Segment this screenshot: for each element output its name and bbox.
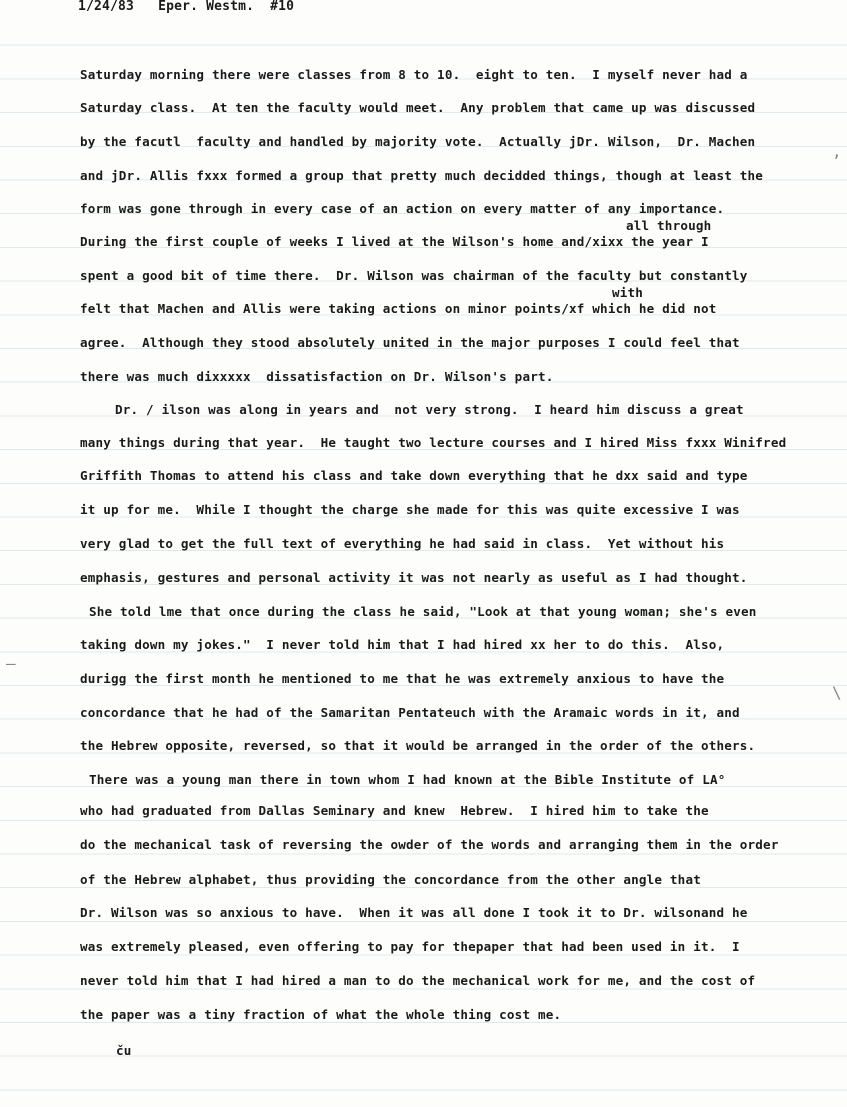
text-line: emphasis, gestures and personal activity it was not nearly as useful as I had thought. <box>80 570 748 585</box>
text-line: durigg the first month he mentioned to me that he was extremely anxious to have the <box>80 671 725 686</box>
text-line: do the mechanical task of reversing the owder of the words and arranging them in the order <box>80 837 779 852</box>
text-line: the Hebrew opposite, reversed, so that it would be arranged in the order of the others. <box>80 738 756 753</box>
margin-mark: ‒ <box>6 654 16 673</box>
text-line: form was gone through in every case of an action on every matter of any importance. <box>80 201 725 216</box>
text-line: many things during that year. He taught two lecture courses and I hired Miss fxxx Winifred <box>80 435 787 450</box>
text-line: Saturday class. At ten the faculty would meet. Any problem that came up was discussed <box>80 100 756 115</box>
text-line: the paper was a tiny fraction of what the whole thing cost me. <box>80 1007 562 1022</box>
text-line: concordance that he had of the Samaritan Pentateuch with the Aramaic words in it, and <box>80 705 740 720</box>
text-line: there was much dixxxxx dissatisfaction on Dr. Wilson's part. <box>80 369 554 384</box>
footer-mark: ču <box>116 1043 132 1058</box>
handwritten-insertion: all through <box>626 218 712 233</box>
page-header: 1/24/83 Eper. Westm. #10 <box>78 0 295 14</box>
text-line: never told him that I had hired a man to do the mechanical work for me, and the cost of <box>80 973 756 988</box>
text-line: who had graduated from Dallas Seminary and knew Hebrew. I hired him to take the <box>80 803 709 818</box>
text-line: Griffith Thomas to attend his class and take down everything that he dxx said and type <box>80 468 748 483</box>
margin-mark: , <box>832 142 842 161</box>
text-line: was extremely pleased, even offering to pay for thepaper that had been used in it. I <box>80 939 740 954</box>
handwritten-insertion: with <box>612 285 644 300</box>
text-line: felt that Machen and Allis were taking actions on minor points/xf which he did not <box>80 301 717 316</box>
text-line: and jDr. Allis fxxx formed a group that pretty much decidded things, though at least the <box>80 168 764 183</box>
text-line: She told lme that once during the class he said, "Look at that young woman; she's even <box>89 604 757 619</box>
text-line: taking down my jokes." I never told him that I had hired xx her to do this. Also, <box>80 637 725 652</box>
text-line: spent a good bit of time there. Dr. Wilson was chairman of the faculty but constantly <box>80 268 748 283</box>
text-line: Saturday morning there were classes from 8 to 10. eight to ten. I myself never had a <box>80 67 748 82</box>
text-line: it up for me. While I thought the charge she made for this was quite excessive I was <box>80 502 740 517</box>
text-line: of the Hebrew alphabet, thus providing the concordance from the other angle that <box>80 872 701 887</box>
text-line: Dr. / ilson was along in years and not very strong. I heard him discuss a great <box>115 402 744 417</box>
margin-mark: \ <box>832 683 842 702</box>
text-line: agree. Although they stood absolutely united in the major purposes I could feel that <box>80 335 740 350</box>
text-line: very glad to get the full text of everything he had said in class. Yet without his <box>80 536 725 551</box>
text-line: by the facutl faculty and handled by majority vote. Actually jDr. Wilson, Dr. Machen <box>80 134 756 149</box>
text-line: There was a young man there in town whom I had known at the Bible Institute of LA° <box>89 772 726 787</box>
text-line: Dr. Wilson was so anxious to have. When it was all done I took it to Dr. wilsonand he <box>80 905 748 920</box>
text-line: During the first couple of weeks I lived at the Wilson's home and/xixx the year I <box>80 234 709 249</box>
